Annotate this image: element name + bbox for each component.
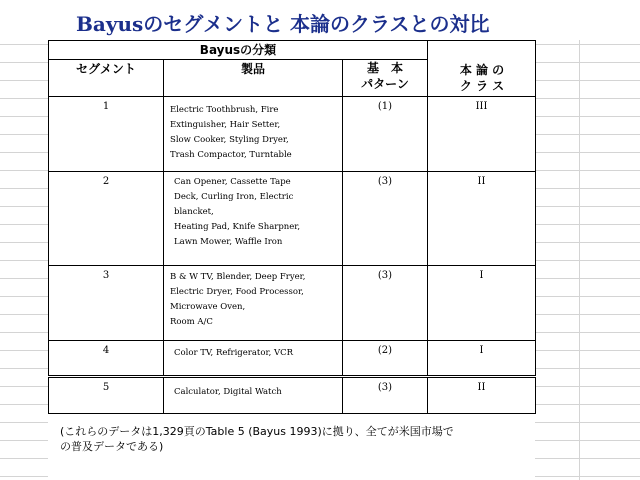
class-cell: II [428,377,536,414]
pattern-cell: (3) [343,172,428,266]
pattern-header [343,60,428,98]
segment-cell: 3 [49,266,164,341]
source-note [60,424,530,454]
class-header [428,62,536,94]
sheet-gridlines-left [0,40,48,480]
product-cell [164,172,343,266]
sheet-gridlines-right [535,40,640,480]
source-note-line1: (これらのデータは1,329頁のTable 5 (Bayus 1993)に拠り、全てが米国市場で [60,425,454,438]
product-header: 製品 [164,60,343,98]
class-header-line1: 本 論 の [459,63,505,77]
group-header: Bayusの分類 [49,41,428,60]
class-cell: I [428,266,536,341]
class-cell: III [428,97,536,172]
segment-cell: 4 [49,341,164,377]
page-title: Bayusのセグメントと 本論のクラスとの対比 [76,12,490,36]
table-row [49,341,536,377]
segment-cell: 1 [49,97,164,172]
product-line: Extinguisher, Hair Setter, [170,120,281,130]
product-line: blancket, [174,207,214,217]
product-cell [164,266,343,341]
product-cell [164,341,343,377]
product-line: Lawn Mower, Waffle Iron [174,237,283,247]
product-cell [164,97,343,172]
class-header-line2: ク ラ ス [459,79,505,93]
product-line: Electric Dryer, Food Processor, [170,287,304,297]
pattern-cell: (3) [343,266,428,341]
product-line: Color TV, Refrigerator, VCR [174,348,294,358]
class-cell: II [428,172,536,266]
class-cell: I [428,341,536,377]
product-line: Can Opener, Cassette Tape [174,177,291,187]
product-line: Calculator, Digital Watch [174,387,282,397]
pattern-header-line2: パターン [361,77,409,91]
product-line: Electric Toothbrush, Fire [170,105,279,115]
pattern-cell: (1) [343,97,428,172]
pattern-header-line1: 基 本 [366,61,403,75]
source-note-line2: の普及データである) [60,440,164,453]
pattern-cell: (3) [343,377,428,414]
product-cell [164,377,343,414]
table-row [49,266,536,341]
table-row [49,97,536,172]
table-row [49,377,536,414]
table-row [49,172,536,266]
data-table [48,96,536,414]
product-line: Heating Pad, Knife Sharpner, [174,222,301,232]
segment-cell: 5 [49,377,164,414]
product-line: Slow Cooker, Styling Dryer, [170,135,289,145]
product-line: Room A/C [170,317,213,327]
product-line: Microwave Oven, [170,302,246,312]
product-line: Trash Compactor, Turntable [170,150,292,160]
segment-header: セグメント [49,60,164,98]
pattern-cell: (2) [343,341,428,377]
segment-cell: 2 [49,172,164,266]
product-line: Deck, Curling Iron, Electric [174,192,294,202]
product-line: B & W TV, Blender, Deep Fryer, [170,272,306,282]
